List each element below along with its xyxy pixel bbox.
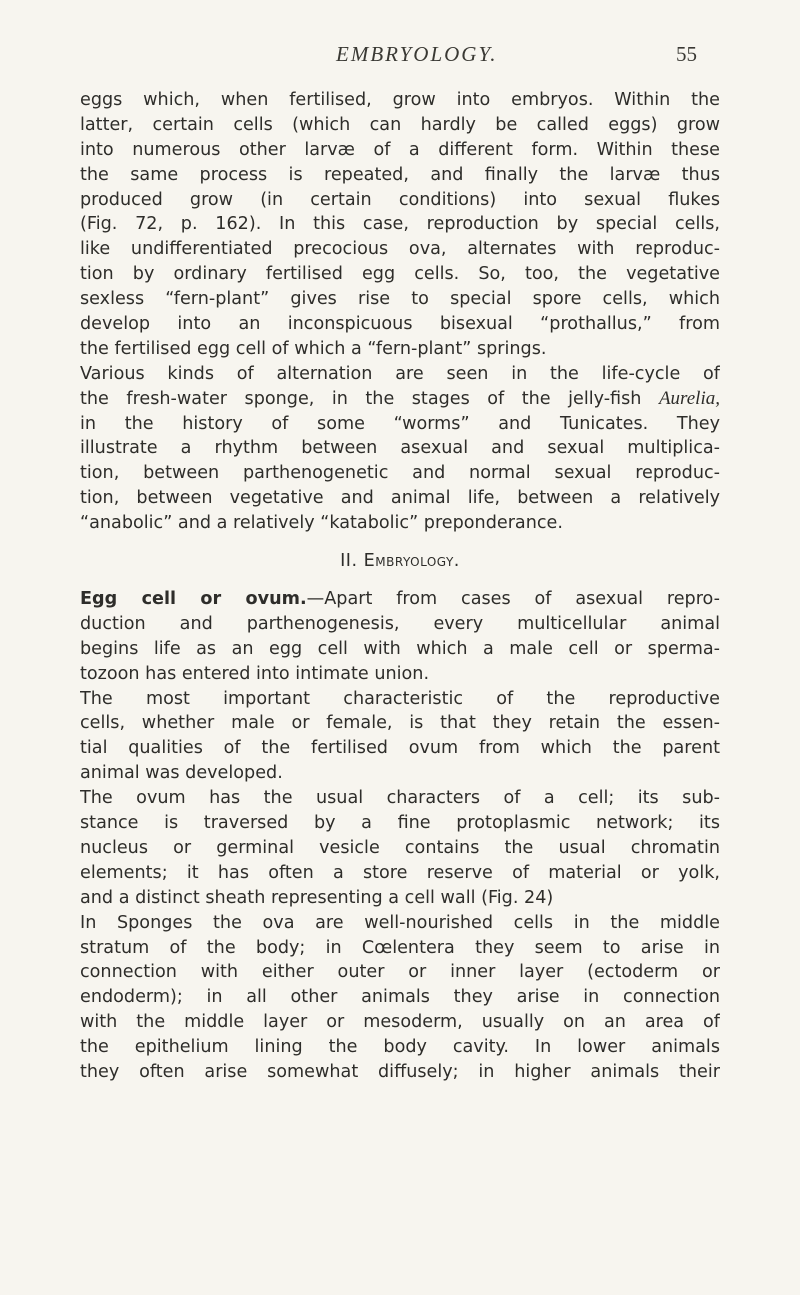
text-line	[80, 587, 720, 612]
term-heading: Egg cell or ovum.	[80, 589, 307, 610]
paragraph-6	[80, 911, 720, 1085]
section-title-rest: mbryology.	[375, 551, 460, 572]
text-line: (Fig. 72, p. 162). In this case, reproduction by special cells,	[80, 214, 720, 235]
text-line: latter, certain cells (which can hardly be called eggs) grow	[80, 114, 720, 135]
text-line: in the history of some “worms” and Tunicates. They	[80, 413, 720, 434]
italic-genus-name: Aurelia,	[658, 387, 720, 409]
text-line: the fertilised egg cell of which a “fern-plant” springs.	[80, 338, 547, 359]
text-line: duction and parthenogenesis, every multicellular animal	[80, 613, 720, 634]
text-line: tion, between vegetative and animal life, between a relatively	[80, 488, 720, 509]
paragraph-2	[80, 362, 720, 536]
text-line: produced grow (in certain conditions) into sexual flukes	[80, 189, 720, 210]
text-line	[80, 387, 720, 412]
body-text	[80, 88, 720, 1085]
text-line: tion, between parthenogenetic and normal sexual reproduc-	[80, 463, 720, 484]
text-line: The ovum has the usual characters of a cell; its sub-	[80, 788, 720, 809]
text-line: cells, whether male or female, is that they retain the essen-	[80, 713, 720, 734]
text-line: stratum of the body; in Cœlentera they seem to arise in	[80, 937, 720, 958]
page-number: 55	[676, 42, 697, 66]
paragraph-5	[80, 786, 720, 910]
text-line: into numerous other larvæ of a different form. Within these	[80, 139, 720, 160]
text-line: they often arise somewhat diffusely; in higher animals their	[80, 1061, 720, 1082]
paragraph-1	[80, 88, 720, 362]
paragraph-4	[80, 687, 720, 787]
text-line: stance is traversed by a fine protoplasmic network; its	[80, 813, 720, 834]
text-line: like undifferentiated precocious ova, alternates with reproduc-	[80, 239, 720, 260]
text-line: Various kinds of alternation are seen in the life-cycle of	[80, 363, 720, 384]
text-line: develop into an inconspicuous bisexual “prothallus,” from	[80, 314, 720, 335]
text-line: tion by ordinary fertilised egg cells. So, too, the vegetative	[80, 264, 720, 285]
section-heading	[80, 549, 720, 575]
page-header	[0, 38, 800, 68]
text-span: the fresh-water sponge, in the stages of the jelly-fish	[80, 388, 659, 409]
text-line: with the middle layer or mesoderm, usually on an area of	[80, 1012, 720, 1033]
text-line: illustrate a rhythm between asexual and sexual multiplica-	[80, 438, 720, 459]
text-line: and a distinct sheath representing a cell wall (Fig. 24)	[80, 887, 554, 908]
text-line: sexless “fern-plant” gives rise to special spore cells, which	[80, 289, 720, 310]
text-line: elements; it has often a store reserve of material or yolk,	[80, 862, 720, 883]
running-title: EMBRYOLOGY.	[336, 42, 498, 66]
text-line: eggs which, when fertilised, grow into embryos. Within the	[80, 90, 720, 110]
text-line: tial qualities of the fertilised ovum from which the parent	[80, 738, 720, 759]
section-number: II.	[340, 551, 358, 572]
text-line: In Sponges the ova are well-nourished cells in the middle	[80, 912, 720, 933]
text-line: the same process is repeated, and finally the larvæ thus	[80, 164, 720, 185]
text-line: The most important characteristic of the reproductive	[80, 688, 720, 709]
text-line: “anabolic” and a relatively “katabolic” preponderance.	[80, 513, 563, 534]
text-line: begins life as an egg cell with which a male cell or sperma-	[80, 638, 720, 659]
text-line: connection with either outer or inner layer (ectoderm or	[80, 962, 720, 983]
section-title-initial: E	[363, 551, 376, 572]
paragraph-3	[80, 587, 720, 687]
text-line: the epithelium lining the body cavity. In lower animals	[80, 1037, 720, 1058]
text-line: nucleus or germinal vesicle contains the usual chromatin	[80, 837, 720, 858]
text-line: tozoon has entered into intimate union.	[80, 663, 430, 684]
text-line: endoderm); in all other animals they arise in connection	[80, 987, 720, 1008]
text-line: animal was developed.	[80, 763, 283, 784]
text-span: —Apart from cases of asexual repro-	[306, 589, 720, 610]
